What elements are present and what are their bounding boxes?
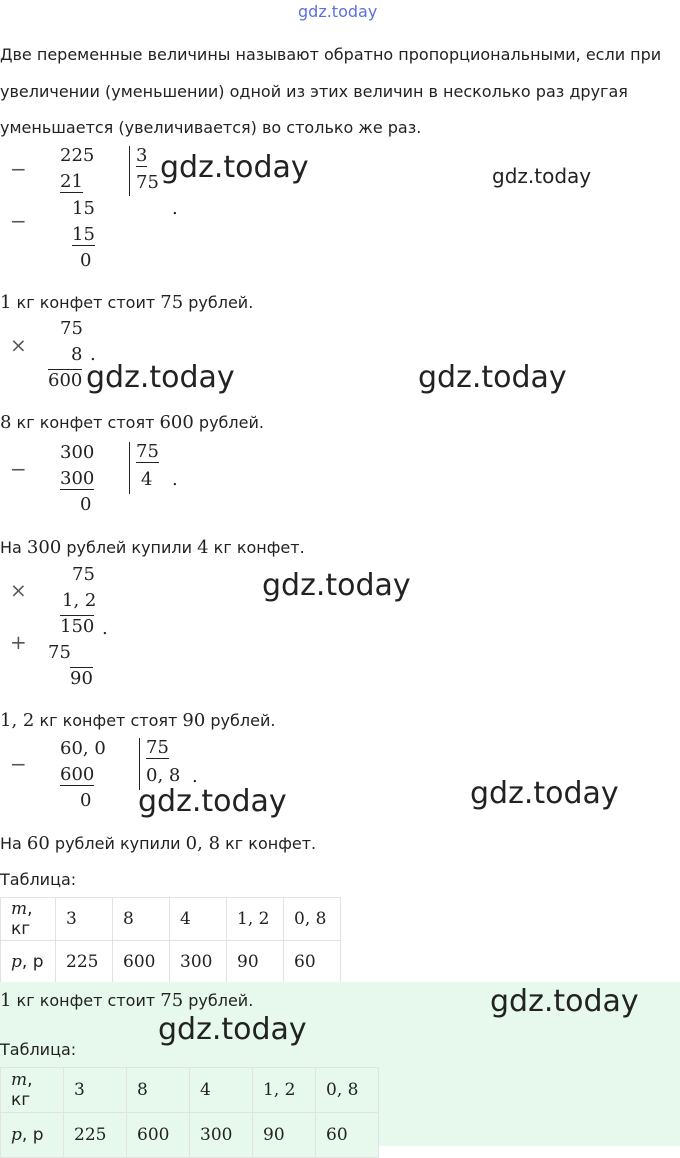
result-sentence-3: На 300 рублей купили 4 кг конфет. xyxy=(0,537,305,558)
divisor: 3 xyxy=(136,145,148,166)
factor: 75 xyxy=(60,318,83,339)
table-cell: 1, 2 xyxy=(253,1068,316,1113)
table-cell: 0, 8 xyxy=(316,1068,379,1113)
watermark: gdz.today xyxy=(470,776,619,811)
watermark: gdz.today xyxy=(158,1012,307,1047)
table-row xyxy=(1,941,341,984)
table-cell: 8 xyxy=(127,1068,190,1113)
result-sentence-2: 8 кг конфет стоят 600 рублей. xyxy=(0,412,264,433)
watermark: gdz.today xyxy=(490,984,639,1019)
plus-sign: + xyxy=(10,630,27,654)
table-cell: 3 xyxy=(56,898,113,941)
factor: 8 xyxy=(71,344,83,365)
row-header: p, р xyxy=(1,941,56,984)
watermark: gdz.today xyxy=(138,784,287,819)
times-sign: × xyxy=(10,578,27,602)
divisor: 75 xyxy=(146,737,169,758)
division-bar xyxy=(139,738,140,790)
minus-sign: − xyxy=(10,157,27,181)
row-header: m, кг xyxy=(1,898,56,941)
row-header: p, р xyxy=(1,1113,64,1158)
watermark: gdz.today xyxy=(418,360,567,395)
table-cell: 600 xyxy=(113,941,170,984)
table-cell: 300 xyxy=(190,1113,253,1158)
product: 90 xyxy=(70,668,93,689)
period: . xyxy=(172,198,178,219)
row-header: m, кг xyxy=(1,1068,64,1113)
table-row xyxy=(1,1113,379,1158)
period: . xyxy=(192,766,198,787)
table-cell: 225 xyxy=(64,1113,127,1158)
table-cell: 4 xyxy=(190,1068,253,1113)
table-cell: 60 xyxy=(316,1113,379,1158)
intro-line-1: Две переменные величины называют обратно пропорциональными, если при xyxy=(0,45,662,64)
divisor: 75 xyxy=(136,441,159,462)
partial-product: 150 xyxy=(60,616,95,637)
table-cell: 225 xyxy=(56,941,113,984)
watermark: gdz.today xyxy=(86,360,235,395)
table-cell: 600 xyxy=(127,1113,190,1158)
minus-sign: − xyxy=(10,457,27,481)
remainder: 0 xyxy=(80,494,92,515)
answer-sentence: 1 кг конфет стоит 75 рублей. xyxy=(0,990,254,1011)
intro-line-2: увеличении (уменьшении) одной из этих величин в несколько раз другая xyxy=(0,82,628,101)
period: . xyxy=(172,469,178,490)
subtrahend: 21 xyxy=(60,171,83,192)
result-sentence-4: 1, 2 кг конфет стоят 90 рублей. xyxy=(0,710,276,731)
result-sentence-5: На 60 рублей купили 0, 8 кг конфет. xyxy=(0,833,317,854)
subtrahend: 600 xyxy=(60,764,95,785)
table-cell: 60 xyxy=(284,941,341,984)
dividend: 300 xyxy=(60,442,95,463)
table-label: Таблица: xyxy=(0,870,77,889)
division-bar xyxy=(129,442,130,494)
subtrahend: 300 xyxy=(60,468,95,489)
division-bar xyxy=(129,146,130,196)
dividend: 225 xyxy=(60,145,95,166)
minus-sign: − xyxy=(10,752,27,776)
table-cell: 1, 2 xyxy=(227,898,284,941)
answer-table-label: Таблица: xyxy=(0,1040,77,1059)
period: . xyxy=(102,618,108,639)
quotient: 0, 8 xyxy=(146,765,181,786)
times-sign: × xyxy=(10,333,27,357)
table-row xyxy=(1,898,341,941)
table-cell: 0, 8 xyxy=(284,898,341,941)
factor: 1, 2 xyxy=(62,590,97,611)
table-cell: 90 xyxy=(253,1113,316,1158)
subtrahend: 15 xyxy=(72,224,95,245)
result-sentence-1: 1 кг конфет стоит 75 рублей. xyxy=(0,292,254,313)
remainder: 0 xyxy=(80,790,92,811)
table-cell: 8 xyxy=(113,898,170,941)
answer-table xyxy=(0,1067,379,1158)
partial-product: 75 xyxy=(48,642,71,663)
watermark: gdz.today xyxy=(160,150,309,185)
watermark-top: gdz.today xyxy=(298,2,378,21)
quotient: 75 xyxy=(136,172,159,193)
data-table xyxy=(0,897,341,984)
product: 600 xyxy=(48,370,83,391)
table-row xyxy=(1,1068,379,1113)
remainder: 0 xyxy=(80,250,92,271)
table-cell: 90 xyxy=(227,941,284,984)
table-cell: 4 xyxy=(170,898,227,941)
table-cell: 300 xyxy=(170,941,227,984)
remainder: 15 xyxy=(72,198,95,219)
factor: 75 xyxy=(72,564,95,585)
table-cell: 3 xyxy=(64,1068,127,1113)
intro-line-3: уменьшается (увеличивается) во столько же раз. xyxy=(0,118,422,137)
watermark: gdz.today xyxy=(262,568,411,603)
period: . xyxy=(90,344,96,365)
dividend: 60, 0 xyxy=(60,738,106,759)
minus-sign: − xyxy=(10,209,27,233)
quotient: 4 xyxy=(141,469,153,490)
watermark: gdz.today xyxy=(492,164,592,188)
